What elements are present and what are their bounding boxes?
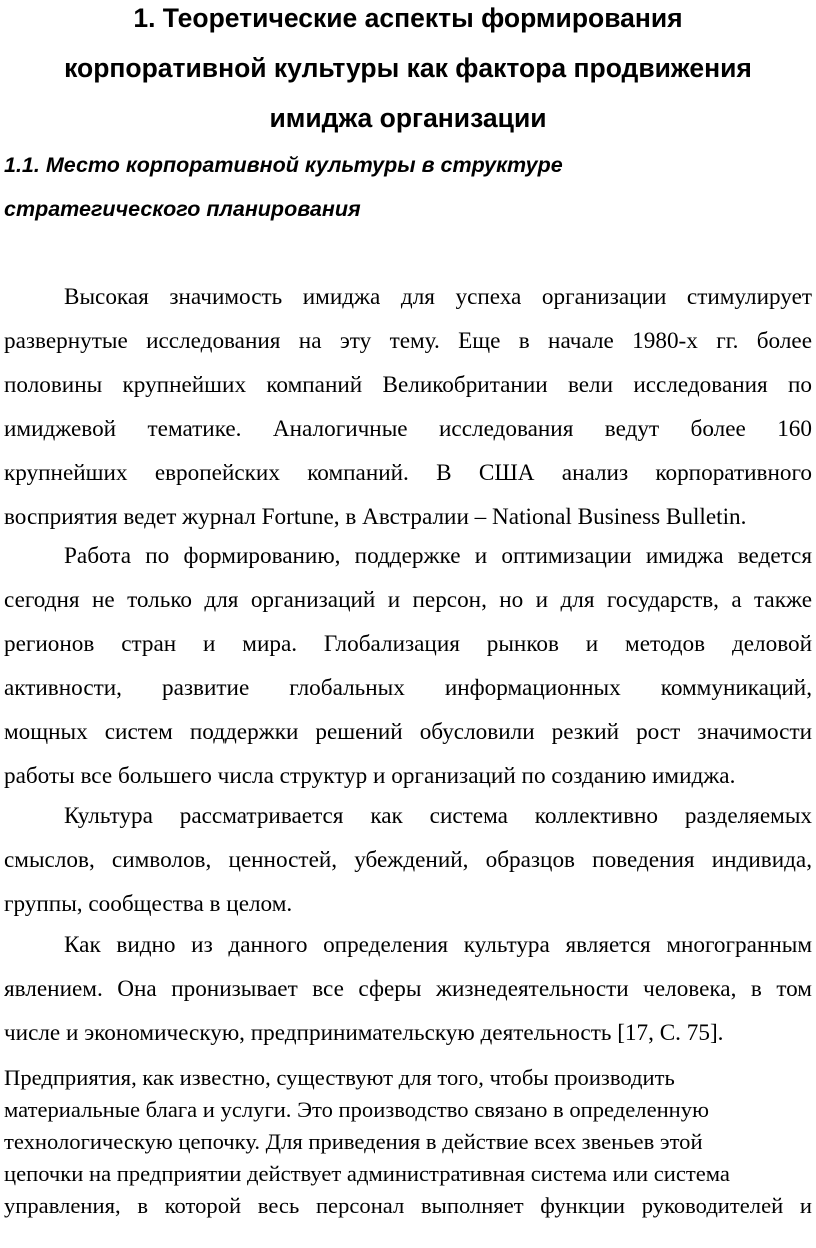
paragraph-line: активности, развитие глобальных информационных коммуникаций, — [4, 675, 812, 701]
paragraph-line: половины крупнейших компаний Великобритании вели исследования по — [4, 372, 812, 398]
section-title-line-2: стратегического планирования — [4, 197, 361, 221]
paragraph-line: крупнейших европейских компаний. В США анализ корпоративного — [4, 460, 812, 486]
paragraph-line: группы, сообщества в целом. — [4, 891, 293, 917]
paragraph-line: явлением. Она пронизывает все сферы жизнедеятельности человека, в том — [4, 976, 812, 1002]
paragraph-line: восприятия ведет журнал Fortune, в Австралии – National Business Bulletin. — [4, 504, 747, 530]
paragraph-line: Культура рассматривается как система коллективно разделяемых — [64, 803, 812, 829]
paragraph-line: числе и экономическую, предпринимательскую деятельность [17, С. 75]. — [4, 1020, 724, 1046]
chapter-title-line-1: 1. Теоретические аспекты формирования — [133, 3, 683, 33]
paragraph-line: Предприятия, как известно, существуют для того, чтобы производить — [4, 1065, 675, 1090]
paragraph-line: Высокая значимость имиджа для успеха организации стимулирует — [64, 284, 812, 310]
paragraph-line: смыслов, символов, ценностей, убеждений, образцов поведения индивида, — [4, 847, 812, 873]
paragraph-line: цепочки на предприятии действует административная система или система — [4, 1161, 730, 1186]
chapter-title-line-3: имиджа организации — [269, 103, 547, 133]
paragraph-line: Как видно из данного определения культура является многогранным — [64, 932, 812, 958]
paragraph-line: технологическую цепочку. Для приведения в действие всех звеньев этой — [4, 1129, 703, 1154]
paragraph-line: Работа по формированию, поддержке и оптимизации имиджа ведется — [64, 543, 812, 569]
paragraph-line: материальные блага и услуги. Это производство связано в определенную — [4, 1097, 709, 1122]
paragraph-line: сегодня не только для организаций и персон, но и для государств, а также — [4, 587, 812, 613]
paragraph-line: мощных систем поддержки решений обусловили резкий рост значимости — [4, 719, 812, 745]
paragraph-line: имиджевой тематике. Аналогичные исследования ведут более 160 — [4, 416, 812, 442]
paragraph-line: развернутые исследования на эту тему. Еще в начале 1980-х гг. более — [4, 328, 812, 354]
chapter-title-line-2: корпоративной культуры как фактора продвижения — [64, 53, 752, 83]
paragraph-line: регионов стран и мира. Глобализация рынков и методов деловой — [4, 631, 812, 657]
section-title-line-1: 1.1. Место корпоративной культуры в структуре — [4, 153, 563, 177]
paragraph-line: работы все большего числа структур и организаций по созданию имиджа. — [4, 763, 736, 789]
paragraph-line: управления, в которой весь персонал выполняет функции руководителей и — [4, 1193, 812, 1218]
